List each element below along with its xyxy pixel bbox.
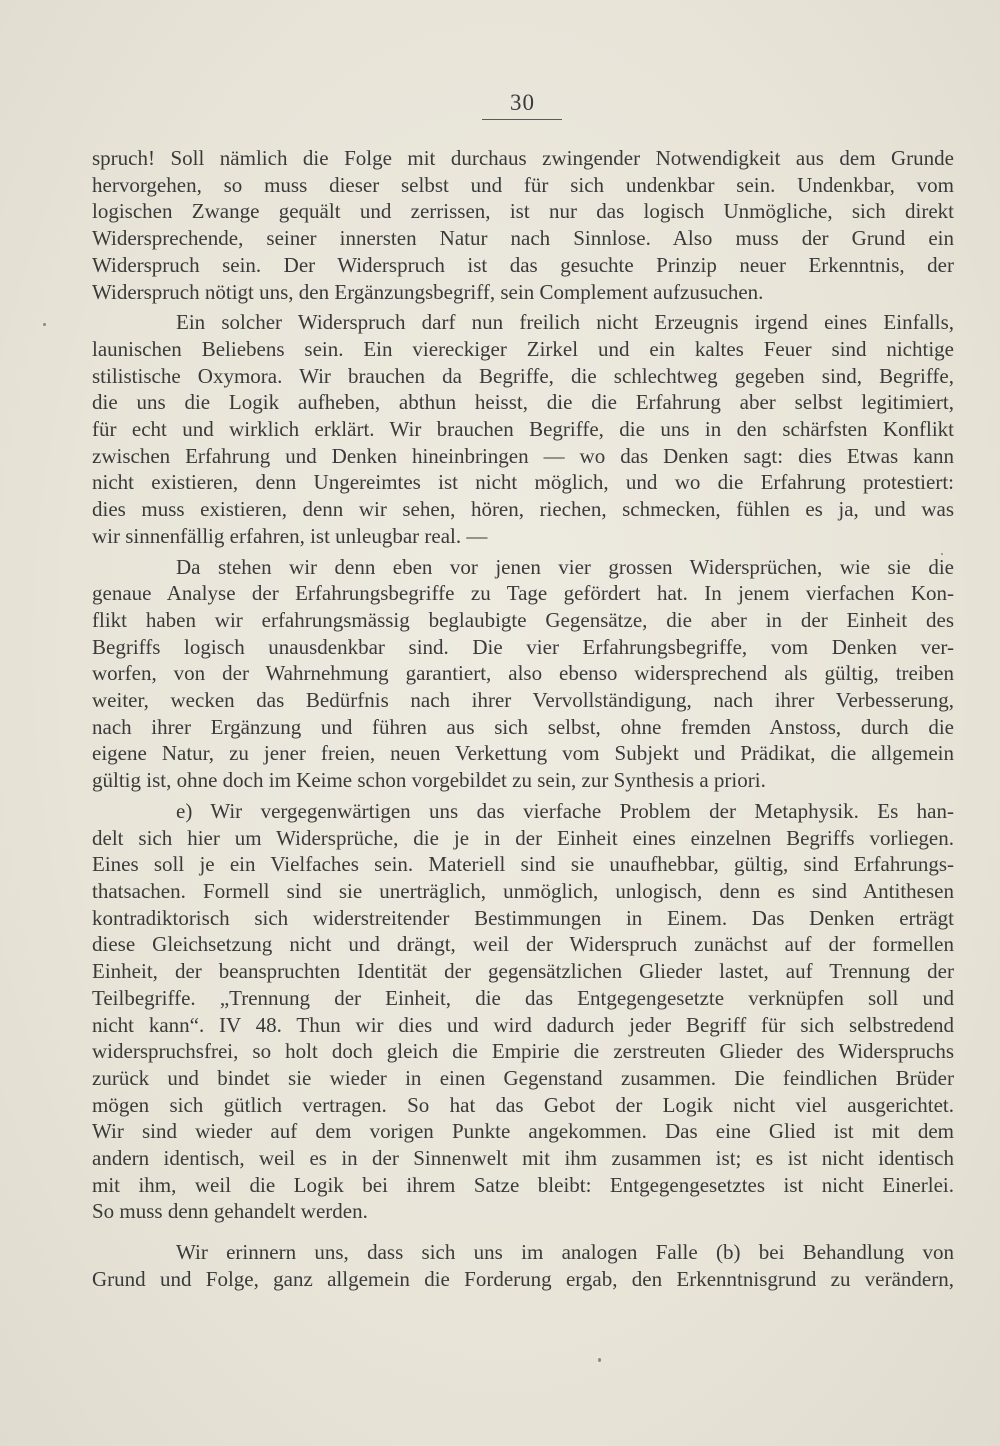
text-line: kontradiktorisch sich widerstreitender Bestimmungen in Einem. Das Denken erträgt (92, 905, 954, 930)
text-line: Widerspruch sein. Der Widerspruch ist das gesuchte Prinzip neuer Erkenntnis, der (92, 252, 954, 277)
text-line: spruch! Soll nämlich die Folge mit durchaus zwingender Notwendigkeit aus dem Grunde (92, 146, 954, 170)
paragraph (92, 798, 954, 1225)
text-line: genaue Analyse der Erfahrungsbegriffe zu Tage gefördert hat. In jenem vierfachen Kon- (92, 581, 954, 606)
text-line: gültig ist, ohne doch im Keime schon vorgebildet zu sein, zur Synthesis a priori. (92, 768, 766, 793)
text-line: mit ihm, weil die Logik bei ihrem Satze bleibt: Entgegengesetztes ist nicht Einerlei. (92, 1172, 954, 1197)
text-line: zurück und bindet sie wieder in einen Gegenstand zusammen. Die feindlichen Brüder (92, 1065, 954, 1090)
text-line: eigene Natur, zu jener freien, neuen Verkettung vom Subjekt und Prädikat, die allgemein (92, 741, 954, 766)
text-line: e) Wir vergegenwärtigen uns das vierfache Problem der Metaphysik. Es han- (176, 798, 954, 823)
text-line: Widersprechende, seiner innersten Natur nach Sinnlose. Also muss der Grund ein (92, 226, 954, 251)
text-line: delt sich hier um Widersprüche, die je in der Einheit eines einzelnen Begriffs vorliegen. (92, 825, 954, 850)
text-line: weiter, wecken das Bedürfnis nach ihrer Vervollständigung, nach ihrer Verbesserung, (92, 688, 954, 713)
text-line: diese Gleichsetzung nicht und drängt, weil der Widerspruch zunächst auf der formellen (92, 932, 954, 957)
text-line: wir sinnenfällig erfahren, ist unleugbar real. — (92, 523, 488, 548)
page-number: 30 (510, 90, 535, 115)
header-rule (482, 119, 562, 120)
text-line: logischen Zwange gequält und zerrissen, ist nur das logisch Unmögliche, sich direkt (92, 199, 954, 224)
paragraph (92, 145, 954, 305)
text-line: Wir erinnern uns, dass sich uns im analogen Falle (b) bei Behandlung von (176, 1240, 954, 1265)
paper-speck (598, 1358, 601, 1362)
text-line: stilistische Oxymora. Wir brauchen da Begriffe, die schlechtweg gegeben sind, Begriffe, (92, 363, 954, 388)
text-line: nicht kann“. IV 48. Thun wir dies und wird dadurch jeder Begriff für sich selbstredend (92, 1012, 954, 1037)
text-line: Einheit, der beanspruchten Identität der gegensätzlichen Glieder lastet, auf Trennung der (92, 959, 954, 984)
text-line: dies muss existieren, denn wir sehen, hören, riechen, schmecken, fühlen es ja, und was (92, 497, 954, 522)
paper-speck (43, 323, 46, 326)
paper-speck (941, 553, 943, 555)
text-line: widerspruchsfrei, so holt doch gleich die Empirie die zerstreuten Glieder des Widerspruchs (92, 1039, 954, 1064)
text-line: Widerspruch nötigt uns, den Ergänzungsbegriff, sein Complement aufzusuchen. (92, 279, 764, 304)
text-line: worfen, von der Wahrnehmung garantiert, also ebenso widersprechend als gültig, treiben (92, 661, 954, 686)
text-line: nicht existieren, denn Ungereimtes ist nicht möglich, und wo die Erfahrung protestiert: (92, 470, 954, 495)
paragraph (92, 309, 954, 549)
text-line: Wir sind wieder auf dem vorigen Punkte angekommen. Das eine Glied ist mit dem (92, 1119, 954, 1144)
text-line: Begriffs logisch unausdenkbar sind. Die vier Erfahrungsbegriffe, vom Denken ver- (92, 634, 954, 659)
text-line: So muss denn gehandelt werden. (92, 1199, 368, 1224)
text-line: thatsachen. Formell sind sie unerträglich, unmöglich, unlogisch, denn es sind Antithesen (92, 878, 954, 903)
text-line: mögen sich gütlich vertragen. So hat das Gebot der Logik nicht viel ausgerichtet. (92, 1092, 954, 1117)
text-line: Eines soll je ein Vielfaches sein. Materiell sind sie unaufhebbar, gültig, sind Erfahrungs- (92, 852, 954, 877)
text-line: Da stehen wir denn eben vor jenen vier grossen Widersprüchen, wie sie die (176, 554, 954, 579)
text-line: hervorgehen, so muss dieser selbst und für sich undenkbar sein. Undenkbar, vom (92, 172, 954, 197)
text-line: zwischen Erfahrung und Denken hineinbringen — wo das Denken sagt: dies Etwas kann (92, 443, 954, 468)
text-line: für echt und wirklich erklärt. Wir brauchen Begriffe, die uns in den schärfsten Konflikt (92, 417, 954, 442)
text-line: nach ihrer Ergänzung und führen aus sich selbst, ohne fremden Anstoss, durch die (92, 714, 954, 739)
body-text (92, 145, 954, 1293)
text-line: flikt haben wir erfahrungsmässig beglaubigte Gegensätze, die aber in der Einheit des (92, 607, 954, 632)
text-line: Ein solcher Widerspruch darf nun freilich nicht Erzeugnis irgend eines Einfalls, (176, 310, 954, 335)
text-line: Teilbegriffe. „Trennung der Einheit, die das Entgegengesetzte verknüpfen soll und (92, 985, 954, 1010)
text-line: andern identisch, weil es in der Sinnenwelt mit ihm zusammen ist; es ist nicht identisch (92, 1146, 954, 1171)
text-line: Grund und Folge, ganz allgemein die Forderung ergab, den Erkenntnisgrund zu verändern, (92, 1266, 954, 1291)
text-line: die uns die Logik aufheben, abthun heisst, die die Erfahrung aber selbst legitimiert, (92, 390, 954, 415)
paragraph (92, 1239, 954, 1292)
text-line: launischen Beliebens sein. Ein viereckiger Zirkel und ein kaltes Feuer sind nichtige (92, 336, 954, 361)
page-header (0, 88, 1000, 118)
paragraph (92, 554, 954, 794)
